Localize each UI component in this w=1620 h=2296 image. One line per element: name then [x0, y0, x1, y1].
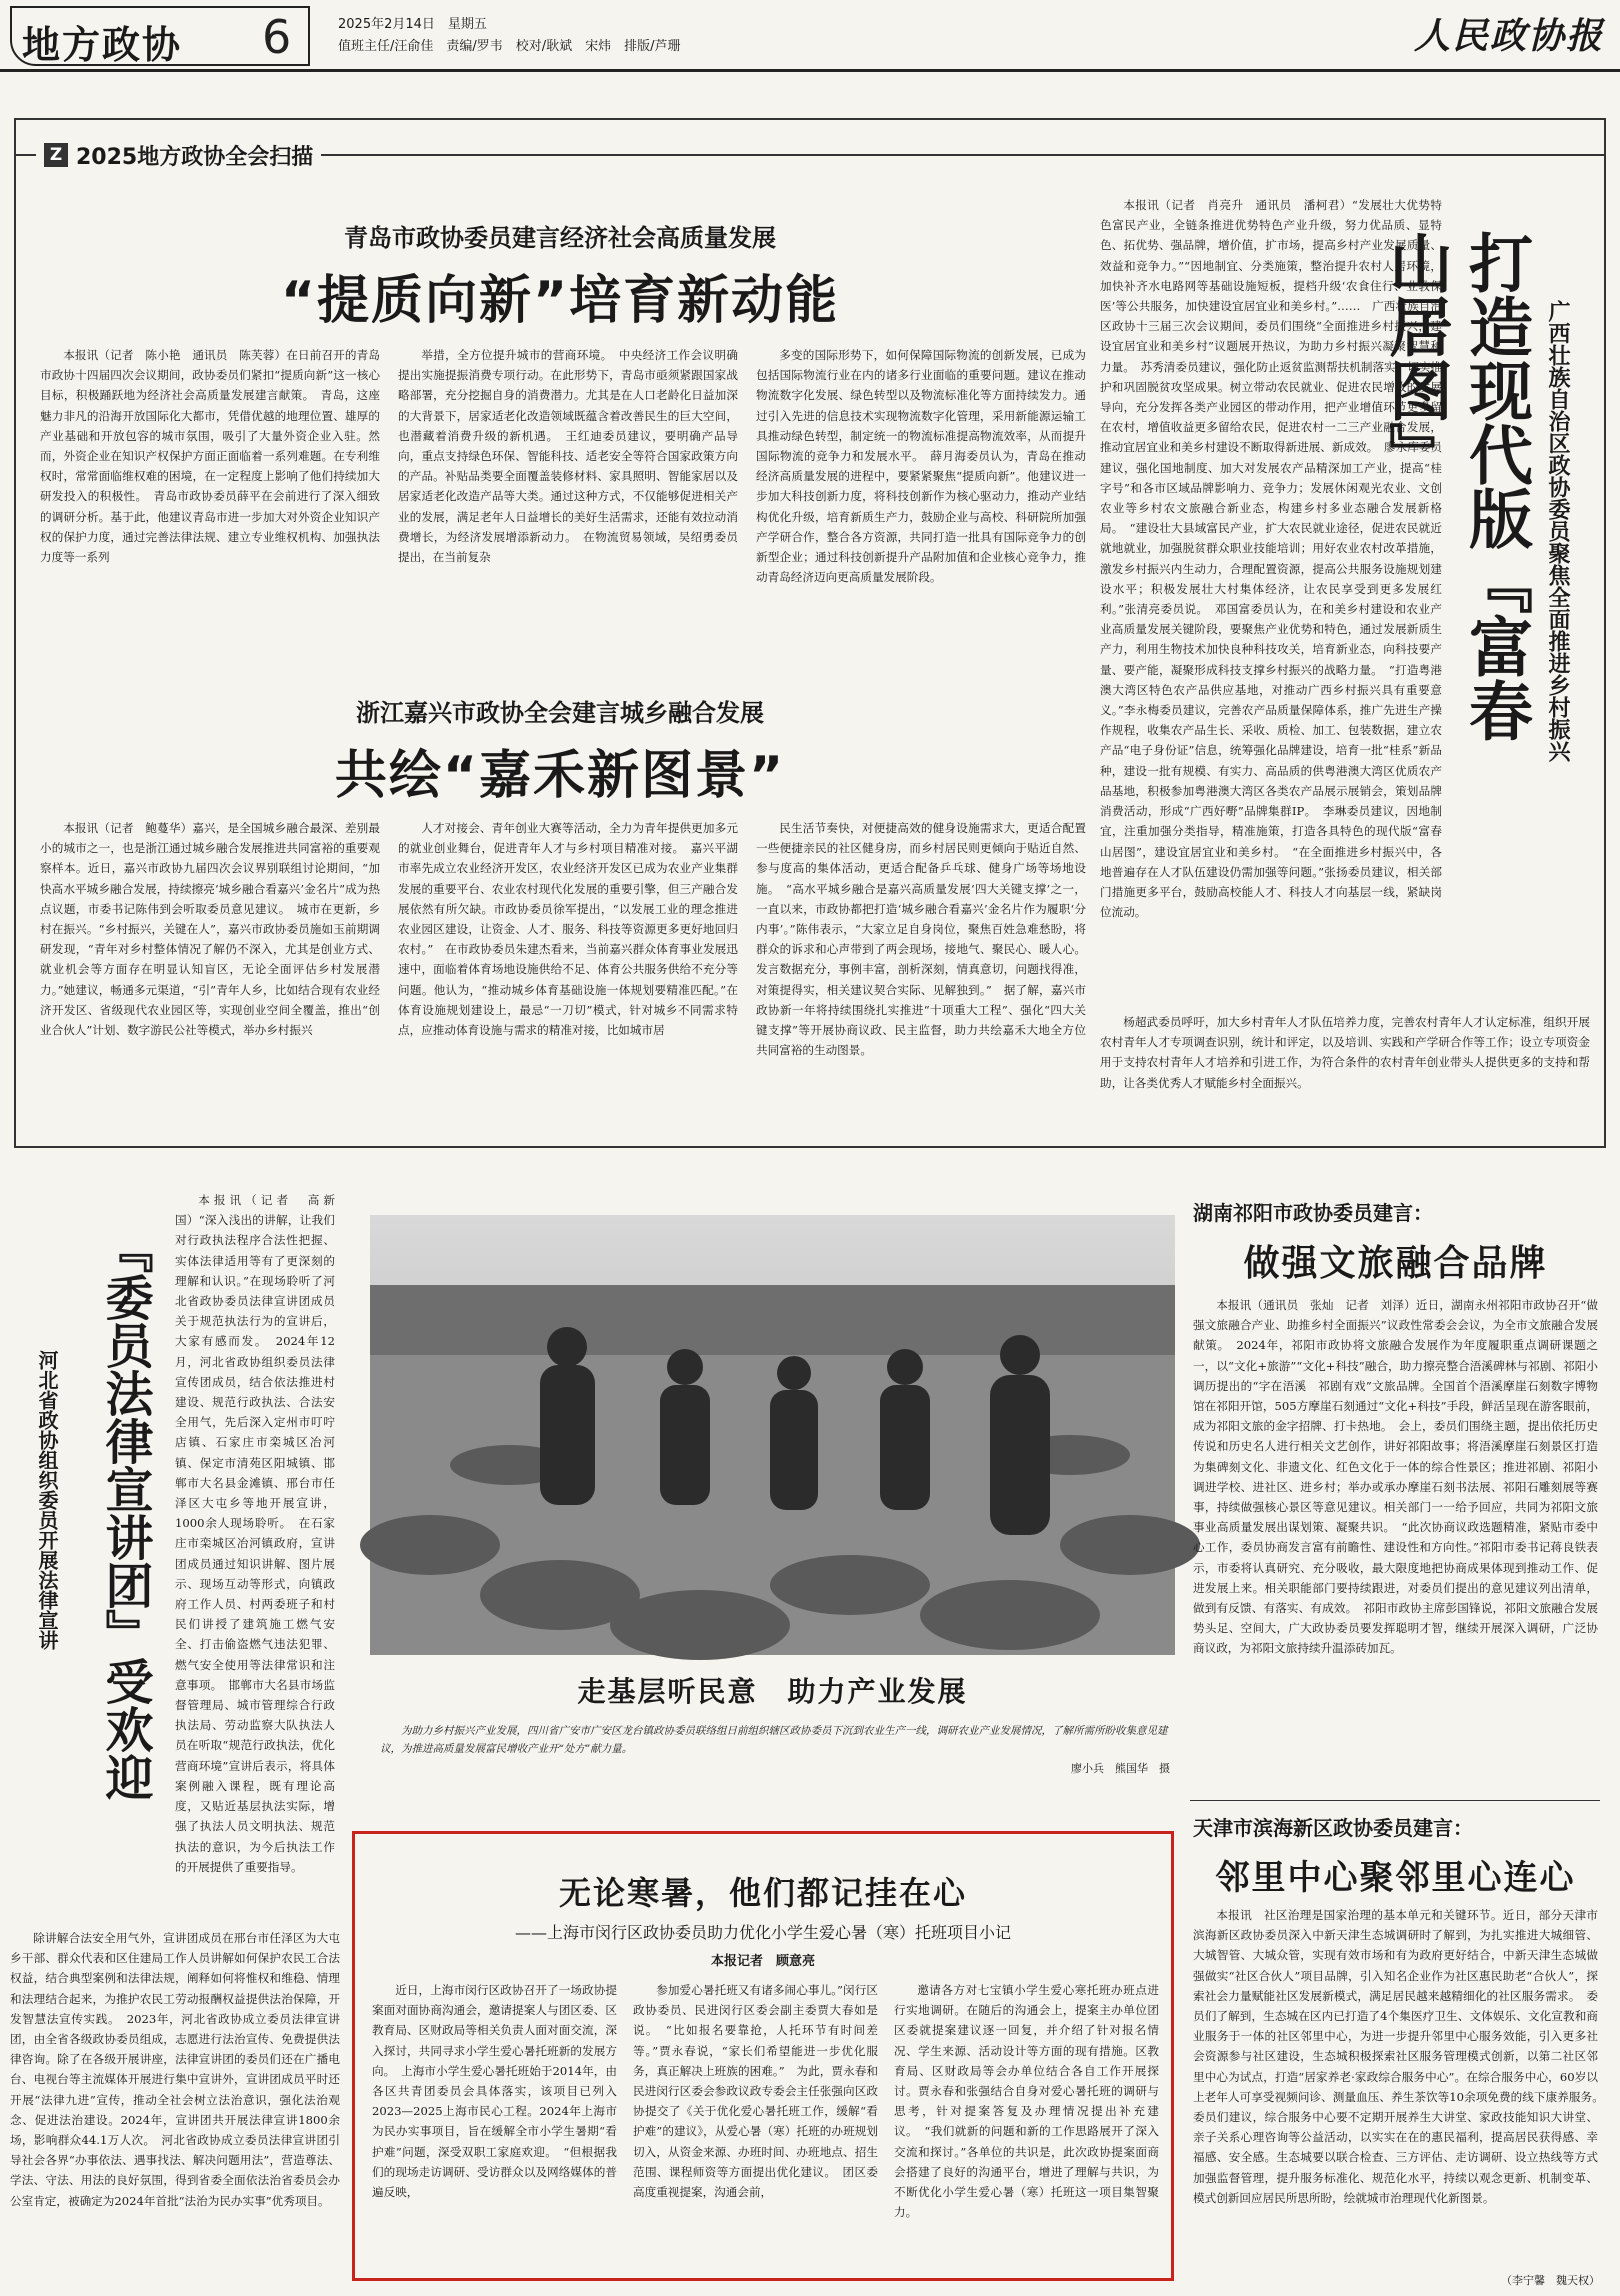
a1-col3: 多变的国际形势下，如何保障国际物流的创新发展，已成为包括国际物流行业在内的诸多行业面临的重要问题。建议在推动物流数字化发展、绿色转型以及物流标准化等方面持续发力。通过引入先进的信息技术实现物流数字化管理，采用新能源运输工具推动绿色转型，制定统一的物流标准提高物流效率，从而提升国际物流的竞争力和发展水平。 薛月海委员认为，青岛在推动经济高质量发展的进程中，要紧紧聚焦“提质向新”。他建议进一步加大科技创新力度，将科技创新作为核心驱动力，推动产业结构优化升级，培育新质生产力，鼓励企业与高校、科研院所加强产学研合作，整合各方资源，共同打造一批具有国际竞争力的创新型企业；通过科技创新提升产品附加值和企业核心竞争力，推动青岛经济迈向更高质量发展阶段。 — [756, 348, 1086, 585]
photo-title: 走基层听民意 助力产业发展 — [577, 1675, 968, 1708]
issue-editors: 值班主任/汪俞佳 责编/罗韦 校对/耿斌 宋炜 排版/芦珊 — [338, 39, 681, 54]
a2-subtitle: 浙江嘉兴市政协全会建言城乡融合发展 — [356, 698, 764, 727]
a3-headline: 打造现代版『富春山居图』 — [1378, 230, 1532, 742]
feature-band — [36, 140, 321, 170]
a7-col2: 参加爱心暑托班又有诸多闹心事儿。”闵行区政协委员、民进闵行区委会副主委贾大春如是说。 “比如报名要靠抢，人托环节有时间差等。”贾永春说，“家长们希望能进一步优化服务，真正解决上班族的困难。” 为此，贾永春和民进闵行区委会参政议政专委会主任张强向区政协提交了《关于优化爱心暑托班工作，缓解“看护难”的建议》，从爱心暑（寒）托班的办班规划切入，从资金来源、办班时间、办班地点、招生范围、课程师资等方面提出优化建议。 团区委高度重视提案，沟通会前， — [633, 1983, 878, 2200]
a5-subtitle: 湖南祁阳市政协委员建言： — [1193, 1201, 1433, 1225]
a1-col1: 本报讯（记者 陈小艳 通讯员 陈芙蓉）在日前召开的青岛市政协十四届四次会议期间，政协委员们紧扣“提质向新”这一核心目标，积极踊跃地为经济社会高质量发展建言献策。 青岛，这座魅力非凡的沿海开放国际化大都市，凭借优越的地理位置、雄厚的产业基础和开放包容的城市氛围，吸引了大量外资企业入驻。然而，外资企业在知识产权保护方面正面临着一系列难题。在专利维权时，常常面临维权难的困境，在一定程度上影响了他们持续加大研发投入的积极性。 青岛市政协委员薛平在会前进行了深入细致的调研分析。基于此，他建议青岛市进一步加大对外资企业知识产权的保护力度，通过完善法律法规、建立专业维权机构、加强执法力度等一系列 — [40, 348, 380, 565]
a4-body: 本报讯（记者 高新国）“深入浅出的讲解，让我们对行政执法程序合法性把握、实体法律适用等有了更深刻的理解和认识。”在现场聆听了河北省政协委员法律宣讲团成员关于规范执法行为的宣讲后，大家有感而发。 2024年12月，河北省政协组织委员法律宣传团成员，结合依法推进村建设、规范行政执法、合法安全用气，先后深入定州市叮咛店镇、石家庄市栾城区冶河镇、保定市清苑区阳城镇、邯郸市大名县金滩镇、邢台市任泽区大屯乡等地开展宣讲，1000余人现场聆听。 在石家庄市栾城区冶河镇政府，宣讲团成员通过知识讲解、图片展示、现场互动等形式，向镇政府工作人员、村两委班子和村民们讲授了建筑施工燃气安全、打击偷盗燃气违法犯罪、燃气安全使用等法律常识和注意事项。 邯郸市大名县市场监督管理局、城市管理综合行政执法局、劳动监察大队执法人员在听取“规范行政执法，优化营商环境”宣讲后表示，将具体案例融入课程，既有理论高度，又贴近基层执法实际，增强了执法人员文明执法、规范执法的意识，为今后执法工作的开展提供了重要指导。 — [175, 1193, 335, 1874]
issue-date: 2025年2月14日 星期五 — [338, 17, 487, 32]
a2-col3: 民生活节奏快，对便捷高效的健身设施需求大，更适合配置一些便捷亲民的社区健身房，而乡村居民则更倾向于贴近自然、参与度高的集体活动，更适合配备乒乓球、健身广场等场地设施。 “高水平城乡融合是嘉兴高质量发展‘四大关键支撑’之一，一直以来，市政协都把打造‘城乡融合看嘉兴’金名片作为履职‘分内事’。”陈伟表示，“大家立足自身岗位，聚焦百姓急难愁盼，将群众的诉求和心声带到了两会现场，接地气、聚民心、暖人心。发言数据充分，事例丰富，剖析深刻，情真意切，问题找得准，对策提得实，相关建议契合实际、见解独到。” 据了解，嘉兴市政协新一年将持续围绕扎实推进“十项重大工程”、强化“四大关键支撑”等开展协商议政、民主监督，助力共绘嘉禾大地全方位共同富裕的生动图景。 — [756, 821, 1086, 1058]
a2-col1: 本报讯（记者 鲍蔓华）嘉兴，是全国城乡融合最深、差别最小的城市之一，也是浙江通过城乡融合发展推进共同富裕的重要观察样本。近日，嘉兴市政协九届四次会议界别联组讨论期间，“加快高水平城乡融合发展，持续擦亮‘城乡融合看嘉兴’金名片”成为热点议题，市委书记陈伟到会听取委员意见建议。 城市在更新，乡村在振兴。“乡村振兴，关键在人”，嘉兴市政协委员施如玉前期调研发现，“青年对乡村整体情况了解仍不深入，尤其是创业方式、就业机会等方面存在明显认知盲区，无论全面评估乡村发展潜力。”她建议，畅通多元渠道，“引”青年人乡，比如结合现有农业经济开发区、省级现代农业园区等，实现创业空间全覆盖，推出“创业合伙人”计划、数字游民公社等模式，举办乡村振兴 — [40, 821, 380, 1038]
a3-body: 本报讯（记者 肖亮升 通讯员 潘柯君）“发展壮大优势特色富民产业，全链条推进优势特色产业升级，努力优品质、显特色、拓优势、强品牌，增价值，扩市场，提高乡村产业发展质量、效益和竞争力。”“因地制宜、分类施策，整治提升农村人居环境，加快补齐水电路网等基础设施短板，提档升级‘农食住行、业教保医’等公共服务，加快建设宜居宜业和美乡村。”…… 广西壮族自治区政协十三届三次会议期间，委员们围绕“全面推进乡村振兴，建设宜居宜业和美乡村”议题展开热议，为助力乡村振兴凝聚智慧和力量。 苏秀清委员建议，强化防止返贫监测帮扶机制落实，切实推护和巩固脱贫攻坚成果。树立带动农民就业、促进农民增收的发展导向，充分发挥各类产业园区的带动作用，把产业增值环节更多留在农村，增值收益更多留给农民，促进农村一二三产业融合发展，推动宜居宜业和美乡村建设不断取得新进展、新成效。 廖永库委员建议，强化国地制度、加大对发展农产品精深加工产业，提高“桂字号”和各市区域品牌影响力、竞争力；发展休闲观光农业、文创农业等乡村农文旅融合新业态，构建乡村多业态融合发展新格局。 “建设壮大县域富民产业，扩大农民就业途径，促进农民就近就地就业，加强脱贫群众职业技能培训；用好农业农村改革措施，激发乡村振兴内生动力，合理配置资源，提高公共服务设施规划建设水平；积极发展壮大村集体经济，让农民享受到更多发展红利。”张清亮委员说。 邓国富委员认为，在和美乡村建设和农业产业高质量发展关键阶段，要聚焦产业优势和特色，通过发展新质生产力，利用生物技术加快良种科技攻关，培育新业态，向科技要产量、要产能，凝聚形成科技支撑乡村振兴的战略力量。 “打造粤港澳大湾区特色农产品供应基地，对推动广西乡村振兴具有重要意义。”李永梅委员建议，完善农产品质量保障体系，推广先进生产操作规程，收集农产品生长、采收、质检、加工、包装数据，建立农产品“电子身份证”信息，统筹强化品牌建设，培育一批“桂系”新品种，建设一批有规模、有实力、高品质的供粤港澳大湾区优质农产品基地，积极参加粤港澳大湾区各类农产品展示展销会，策划品牌消费活动，形成“广西好嘢”品牌集群IP。 李琳委员建议，因地制宜，注重加强分类指导，精准施策，打造各具特色的现代版“富春山居图”，建设宜居宜业和美乡村。 “在全面推进乡村振兴中，各地普遍存在人才队伍建设仍需加强等问题。”张扬委员建议，相关部门措施更多平台，鼓励高校能人才、科技人才向基层一线，紧缺岗位流动。 — [1100, 198, 1443, 920]
a6-headline: 邻里中心聚邻里心连心 — [1215, 1858, 1576, 1898]
a6-sign: （李宁馨 魏天权） — [1501, 2274, 1600, 2287]
photo-credit: 廖小兵 熊国华 摄 — [1071, 1762, 1170, 1775]
a6-body: 本报讯 社区治理是国家治理的基本单元和关键环节。近日，部分天津市滨海新区政协委员深入中新天津生态城调研时了解到，为扎实推进大城细管、大城智管、大城众管，实现有效市场和有为政府更好结合，中新天津生态城做强做实“社区合伙人”项目品牌，引入知名企业作为社区惠民助老“合伙人”，探索社会力量赋能社区发展新模式，满足居民越来越精细化的社区服务需求。 委员们了解到，生态城在区内已打造了4个集医疗卫生、文体娱乐、文化宣教和商业服务于一体的社区邻里中心，为进一步提升邻里中心服务效能，引入更多社会资源参与社区建设，生态城积极探索社区服务管理模式创新，以第二社区邻里中心为试点，打造“居家养老·家政综合服务中心”。在综合服务中心，60岁以上老年人可享受视频问诊、测量血压、养生茶饮等10余项免费的线下康养服务。 委员们建议，综合服务中心要不定期开展养生大讲堂、家政技能知识大讲堂、亲子关系心理咨询等公益活动，以实实在在的惠民福利，提高居民获得感、幸福感、安全感。生态城要以联合检查、三方评估、走访调研、设立热线等方式加强监督管理，提升服务标准化、规范化水平，持续以观念更新、机制变革、模式创新回应居民所思所盼，绘就城市治理现代化新图景。 — [1193, 1908, 1610, 2205]
band-badge: Z — [44, 143, 68, 167]
a3-subtitle: 广西壮族自治区政协委员聚焦全面推进乡村振兴 — [1545, 300, 1571, 762]
a1-headline: “提质向新”培育新动能 — [280, 271, 840, 331]
a6-rule — [1190, 1800, 1600, 1801]
issue-info — [338, 14, 681, 58]
photo-caption: 为助力乡村振兴产业发展，四川省广安市广安区龙台镇政协委员联络组日前组织辖区政协委员下沉到农业生产一线，调研农业产业发展情况，了解所需所盼收集意见建议，为推进高质量发展富民增收产业开“处方”献力量。 — [380, 1725, 1168, 1755]
section-name: 地方政协 — [22, 23, 183, 67]
a3-tail: 杨超武委员呼吁，加大乡村青年人才队伍培养力度，完善农村青年人才认定标准，组织开展农村青年人才专项调查识别，统计和评定，以及培训、实践和产学研合作等工作；设立专项资金用于支持农村青年人才培养和引进工作，为符合条件的农村青年创业带头人提供更多的支持和帮助，让各类优秀人才赋能乡村全面振兴。 — [1100, 1015, 1590, 1090]
a1-col2: 举措，全方位提升城市的营商环境。 中央经济工作会议明确提出实施提振消费专项行动。在此形势下，青岛市亟须紧跟国家战略部署，充分挖掘自身的消费潜力。尤其是在人口老龄化日益加深的大背景下，居家适老化改造领域既蕴含着改善民生的巨大空间，也潜藏着消费升级的新机遇。 王红迪委员建议，要明确产品导向，重点支持绿色环保、智能科技、适老安全等符合国家政策方向的产品。补贴品类要全面覆盖装修材料、家具照明、智能家居以及居家适老化改造产品等大类。通过这种方式，不仅能够促进相关产业的发展，满足老年人日益增长的美好生活需求，还能有效拉动消费增长，为经济发展增添新动力。 在物流贸易领域，吴绍勇委员提出，在当前复杂 — [398, 348, 738, 565]
a1-subtitle: 青岛市政协委员建言经济社会高质量发展 — [344, 223, 776, 252]
a4-subtitle: 河北省政协组织委员开展法律宣讲 — [35, 1350, 59, 1650]
masthead-logo: 人民政协报 — [1413, 15, 1604, 57]
a5-headline: 做强文旅融合品牌 — [1243, 1243, 1548, 1284]
a2-col2: 人才对接会、青年创业大赛等活动，全力为青年提供更加多元的就业创业舞台，促进青年人才与乡村项目精准对接。 嘉兴平湖市率先成立农业经济开发区，农业经济开发区已成为农业产业集群发展的重要平台、农业农村现代化发展的重要引擎，但三产融合发展依然有所欠缺。市政协委员徐军提出，“以发展工业的理念推进农业园区建设，让资金、人才、服务、科技等资源更多更好地回归农村。” 在市政协委员朱建杰看来，当前嘉兴群众体育事业发展迅速中，面临着体育场地设施供给不足、体育公共服务供给不充分等问题。他认为，“推动城乡体育基础设施一体规划要精准匹配。”在体育设施规划建设上，最忌“一刀切”模式，针对城乡不同需求特点，应推动体育设施与需求的精准对接，比如城市居 — [398, 821, 738, 1038]
news-photo — [370, 1215, 1175, 1655]
a6-subtitle: 天津市滨海新区政协委员建言： — [1193, 1816, 1473, 1840]
a2-headline: 共绘“嘉禾新图景” — [334, 746, 786, 806]
a4-tail: 除讲解合法安全用气外，宣讲团成员在邢台市任泽区为大屯乡干部、群众代表和区住建局工作人员讲解如何保护农民工合法权益，结合典型案例和法律法规，阐释如何将惟权和维稳、情理和法理结合起来，为推护农民工劳动报酬权益提供法治保障，开发智慧法宣传实践。 2023年，河北省政协成立委员法律宣讲团，由全省各级政协委员组成，志愿进行法治宣传、免费提供法律咨询。除了在各级开展讲座，法律宣讲团的委员们还在广播电台、电视台等主流媒体开展进行集中宣讲外，宣讲团成员平时还开展“法律九进”宣传，推动全社会树立法治意识，强化法治观念、促进法治建设。2024年，宣讲团共开展法律宣讲1800余场，影响群众44.1万人次。 河北省政协成立委员法律宣讲团引导社会各界“办事依法、遇事找法、解决问题用法”，营造尊法、学法、守法、用法的良好氛围，得到省委全面依法治省委员会办公室肯定，被确定为2024年首批“法治为民办实事”优秀项目。 — [10, 1931, 340, 2208]
a7-subtitle: ——上海市闵行区政协委员助力优化小学生爱心暑（寒）托班项目小记 — [514, 1923, 1011, 1942]
a7-headline: 无论寒暑，他们都记挂在心 — [558, 1874, 967, 1912]
a7-byline: 本报记者 顾意亮 — [710, 1954, 815, 1969]
a5-body: 本报讯（通讯员 张灿 记者 刘泽）近日，湖南永州祁阳市政协召开“做强文旅融合产业、助推乡村全面振兴”议政性常委会会议，为全市文旅融合发展献策。 2024年，祁阳市政协将文旅融合发展作为年度履职重点调研课题之一，以“文化+旅游”“文化+科技”融合，助力擦亮整合浯溪碑林与祁剧、祁阳小调历提出的“字在浯溪 祁剧有戏”文旅品牌。全国首个浯溪摩崖石刻数字博物馆在祁阳开馆，505方摩崖石刻通过“文化+科技”手段，鲜活呈现在游客眼前，成为祁阳文旅的金字招牌、打卡热地。 会上，委员们围绕主题，提出依托历史传说和历史名人进行相关文艺创作，讲好祁阳故事；将浯溪摩崖石刻景区打造为集碑刻文化、非遗文化、红色文化于一体的综合性景区；推进祁剧、祁阳小调进学校、进社区、进乡村；举办或承办摩崖石刻书法展、祁阳石雕刻展等赛事，持续做强核心景区等意见建议。相关部门一一给予回应，共同为祁阳文旅事业高质量发展出谋划策、凝聚共识。 “此次协商议政选题精准，紧贴市委中心工作，委员协商发言富有前瞻性、建设性和方向性。”祁阳市委书记蒋良铁表示，市委将认真研究、充分吸收，最大限度地把协商成果体现到推动工作、促进发展上来。相关职能部门要持续跟进，对委员们提出的意见建议列出清单，做到有反馈、有落实、有成效。 祁阳市政协主席彭国锋说，祁阳文旅融合发展势头足、空间大，广大政协委员要发挥聪明才智，继续开展深入调研，广泛协商议政，为祁阳文旅持续升温添砖加瓦。 — [1193, 1298, 1598, 1656]
a7-col3: 邀请各方对七宝镇小学生爱心寒托班办班点进行实地调研。在随后的沟通会上，提案主办单位团区委就提案建议逐一回复，并介绍了针对报名情况、学生来源、活动设计等方面的现有措施。区教育局、区财政局等会办单位结合各自工作开展探讨。贾永春和张强结合自身对爱心暑托班的调研与思考，针对提案答复及办理情况提出补充建议。 “我们就新的问题和新的工作思路展开了深入交流和探讨。”各单位的共识是，此次政协提案面商会搭建了良好的沟通平台，增进了理解与共识，为不断优化小学生爱心暑（寒）托班这一项目集智聚力。 — [894, 1983, 1159, 2220]
farm-photo-illustration — [370, 1215, 1175, 1655]
page-number: 6 — [262, 10, 292, 64]
a4-headline: 『委员法律宣讲团』受欢迎 — [97, 1225, 153, 1801]
band-title: 2025地方政协全会扫描 — [76, 144, 314, 170]
a7-col1: 近日，上海市闵行区政协召开了一场政协提案面对面协商沟通会，邀请提案人与团区委、区教育局、区财政局等相关负责人面对面交流，深入探讨，共同寻求小学生爱心暑托班新的发展方向。 上海市小学生爱心暑托班始于2014年，由各区共青团委员会具体落实，该项目已列入2023—2025上海市民心工程。2024年上海市为民办实事项目，旨在缓解全市小学生暑期“看护难”问题，深受双职工家庭欢迎。 “但根据我们的现场走访调研、受访群众以及网络媒体的普遍反映， — [372, 1983, 617, 2200]
